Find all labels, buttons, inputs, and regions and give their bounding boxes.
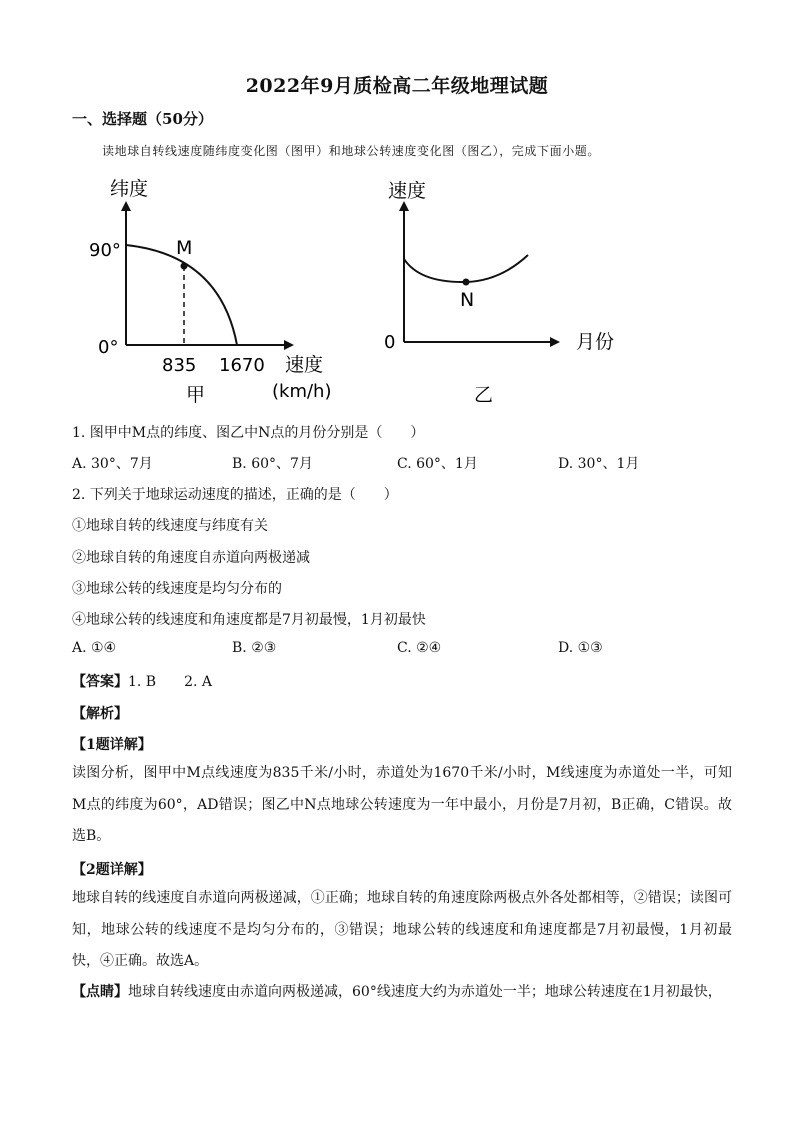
question-intro: 读地球自转线速度随纬度变化图（图甲）和地球公转速度变化图（图乙），完成下面小题。 — [102, 144, 601, 158]
yi-caption: 乙 — [474, 384, 494, 406]
yi-curve — [404, 255, 528, 282]
answer-tag: 【答案】 — [72, 674, 128, 690]
detail-2-text: 地球自转的线速度自赤道向两极递减，①正确；地球自转的角速度除两极点外各处都相等，②错误；读图可知，地球公转的线速度不是均匀分布的，③错误；地球公转的线速度和角速度都是7月初最慢，1月初最快，④正确。故选A。 — [72, 890, 732, 969]
q1-option-b: B. 60°、7月 — [232, 456, 313, 472]
point-m — [181, 263, 188, 270]
q2-option-a: A. ①④ — [72, 640, 117, 656]
q2-statement-4: ④地球公转的线速度和角速度都是7月初最慢，1月初最快 — [72, 612, 426, 628]
jia-tick-0: 0° — [98, 337, 119, 358]
detail-2-tag: 【2题详解】 — [72, 862, 152, 878]
q1-stem: 1. 图甲中M点的纬度、图乙中N点的月份分别是（ ） — [72, 425, 425, 441]
q2-option-c: C. ②④ — [397, 640, 442, 656]
jia-xlabel: 速度 — [285, 354, 324, 376]
q2-statement-1: ①地球自转的线速度与纬度有关 — [72, 518, 268, 534]
q1-option-d: D. 30°、1月 — [558, 456, 640, 472]
jia-tick-835: 835 — [162, 355, 197, 376]
q1-option-a: A. 30°、7月 — [72, 456, 153, 472]
tip-tag: 【点睛】 — [72, 984, 128, 1000]
q1-option-c: C. 60°、1月 — [397, 456, 478, 472]
analysis-tag: 【解析】 — [72, 706, 128, 722]
detail-1-text: 读图分析，图甲中M点线速度为835千米/小时，赤道处为1670千米/小时，M线速度为赤道处一半，可知M点的纬度为60°，AD错误；图乙中N点地球公转速度为一年中最小，月份是7月初，B正确，C错误。故选B。 — [72, 765, 732, 844]
jia-tick-90: 90° — [89, 240, 121, 261]
q2-option-b: B. ②③ — [232, 640, 277, 656]
jia-caption: 甲 — [186, 384, 206, 406]
point-n-label: N — [460, 289, 475, 311]
q2-statement-3: ③地球公转的线速度是均匀分布的 — [72, 581, 282, 597]
figure-jia — [80, 175, 370, 410]
point-n — [463, 279, 470, 286]
jia-ylabel: 纬度 — [110, 178, 149, 200]
q2-stem: 2. 下列关于地球运动速度的描述，正确的是（ ） — [72, 487, 398, 503]
page-title: 2022年9月质检高二年级地理试题 — [245, 75, 549, 97]
tip-text: 地球自转线速度由赤道向两极递减，60°线速度大约为赤道处一半；地球公转速度在1月初最快， — [128, 984, 722, 1000]
answer-line — [72, 671, 212, 691]
section-heading: 一、选择题（50分） — [72, 110, 213, 128]
tip-paragraph — [72, 977, 732, 1009]
jia-curve — [126, 245, 237, 345]
yi-xlabel: 月份 — [576, 331, 615, 353]
q2-statement-2: ②地球自转的角速度自赤道向两极递减 — [72, 550, 310, 566]
detail-1-tag: 【1题详解】 — [72, 737, 152, 753]
yi-ylabel: 速度 — [388, 180, 427, 202]
q2-option-d: D. ①③ — [558, 640, 603, 656]
figure-yi — [380, 175, 650, 410]
point-m-label: M — [176, 237, 193, 259]
jia-tick-1670: 1670 — [219, 355, 265, 376]
jia-xlabel-unit: (km/h) — [272, 381, 332, 402]
answer-text: 1. B 2. A — [128, 674, 213, 690]
yi-origin: 0 — [384, 332, 396, 353]
